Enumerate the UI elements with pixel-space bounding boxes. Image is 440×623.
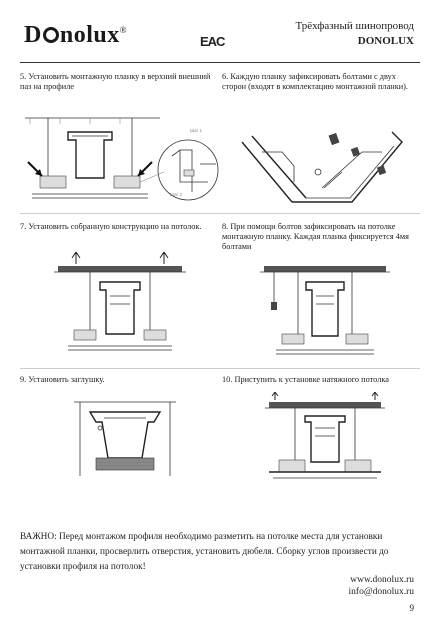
logo-prefix: D <box>24 22 42 48</box>
step-text: Установить заглушку. <box>28 375 105 384</box>
section-divider <box>20 213 420 214</box>
step-number: 5. <box>20 72 27 81</box>
step-number: 9. <box>20 375 27 384</box>
step-text: При помощи болтов зафиксировать на потолке монтажную планку. Каждая планка фиксируется 4мя болтами <box>222 222 409 251</box>
step-number: 7. <box>20 222 27 231</box>
detail-label-2: Шаг 2 <box>170 192 183 197</box>
step-10 <box>222 375 417 385</box>
step-8-illustration <box>260 262 390 362</box>
detail-label-1: Шаг 1 <box>190 128 203 133</box>
section-divider <box>20 368 420 369</box>
step-text: Приступить к установке натяжного потолка <box>234 375 389 384</box>
step-10-illustration <box>265 392 385 492</box>
page-number: 9 <box>409 603 414 613</box>
header-divider <box>20 62 420 63</box>
document-title: Трёхфазный шинопровод <box>295 20 414 32</box>
step-8 <box>222 222 417 252</box>
step-9-illustration <box>70 398 180 488</box>
website-link[interactable]: www.donolux.ru <box>350 575 414 585</box>
step-9 <box>20 375 215 385</box>
step-number: 8. <box>222 222 229 231</box>
logo-suffix: nolux <box>59 22 120 48</box>
step-6-illustration <box>232 112 412 212</box>
step-text: Установить собранную конструкцию на потолок. <box>28 222 202 231</box>
email-link[interactable]: info@donolux.ru <box>348 587 414 597</box>
step-7-illustration <box>50 252 190 362</box>
step-text: Каждую планку зафиксировать болтами с двух сторон (входят в комплектацию монтажной планки). <box>222 72 409 91</box>
step-7 <box>20 222 215 232</box>
important-note: ВАЖНО: Перед монтажом профиля необходимо разметить на потолке места для установки монтажной планки, просверлить отверстия, установить дюбеля. Сборку углов произвести до установки профиля на потолок! <box>20 532 389 572</box>
registered-mark: ® <box>119 25 128 35</box>
step-6 <box>222 72 417 92</box>
step-5-illustration <box>20 112 220 212</box>
eac-certification-mark: EAC <box>200 34 225 49</box>
document-brand: DONOLUX <box>357 35 414 47</box>
step-number: 6. <box>222 72 229 81</box>
step-number: 10. <box>222 375 233 384</box>
step-text: Установить монтажную планку в верхний внешний паз на профиле <box>20 72 211 91</box>
step-5 <box>20 72 215 92</box>
logo-ring-icon <box>43 27 59 43</box>
brand-logo <box>24 22 127 49</box>
